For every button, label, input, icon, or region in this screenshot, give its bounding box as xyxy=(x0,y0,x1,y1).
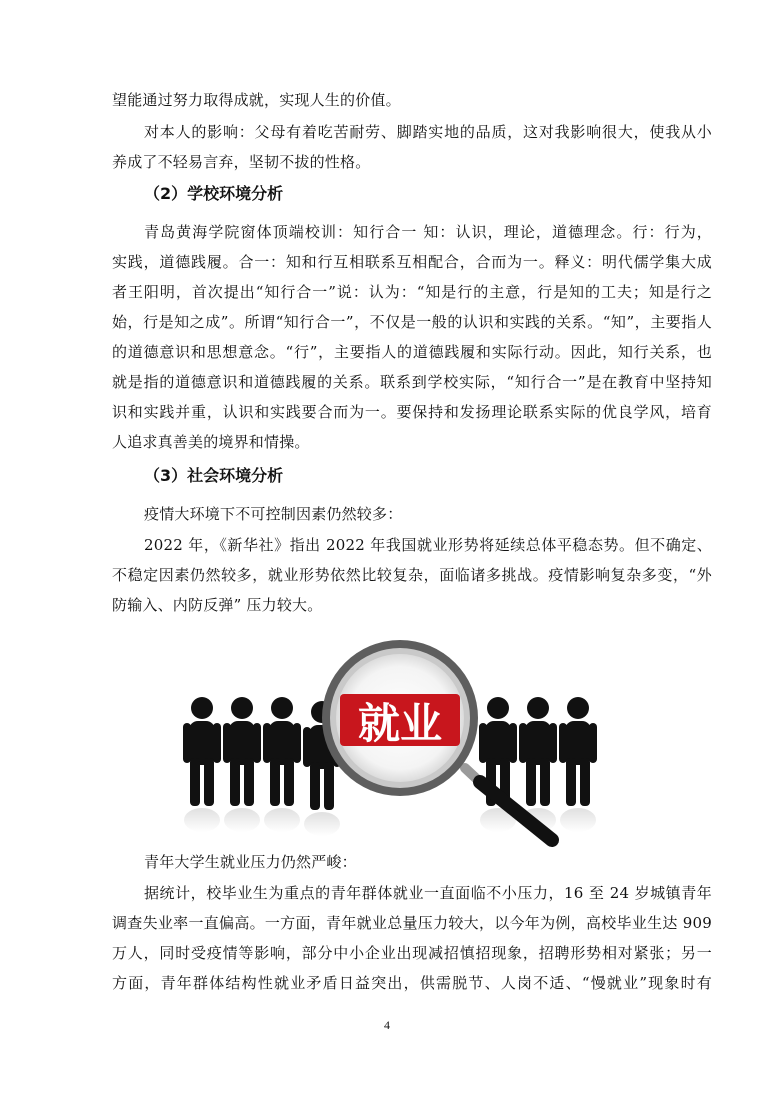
text-line: 者王阳明，首次提出“知行合一”说：认为：“知是行的主意，行是知的工夫；知是行之 xyxy=(112,283,712,301)
text-line: 青岛黄海学院窗体顶端校训：知行合一 知：认识，理论，道德理念。行：行为， xyxy=(144,223,712,241)
page-number: 4 xyxy=(384,1018,390,1032)
text-line: 识和实践并重，认识和实践要合而为一。要保持和发扬理论联系实际的优良学风，培育 xyxy=(112,403,712,421)
employment-illustration xyxy=(180,640,600,850)
text-line: 青年大学生就业压力仍然严峻： xyxy=(144,853,357,871)
text-line: 据统计，校毕业生为重点的青年群体就业一直面临不小压力，16 至 24 岁城镇青年 xyxy=(144,884,712,902)
text-line: 2022 年，《新华社》指出 2022 年我国就业形势将延续总体平稳态势。但不确定、 xyxy=(144,536,712,554)
text-line: 的道德意识和思想意念。“行”，主要指人的道德践履和实际行动。因此，知行关系，也 xyxy=(112,343,712,361)
section-heading-society: （3）社会环境分析 xyxy=(144,466,284,485)
text-line: 调查失业率一直偏高。一方面，青年就业总量压力较大，以今年为例，高校毕业生达 909 xyxy=(112,914,712,932)
text-line: 始，行是知之成”。所谓“知行合一”，不仅是一般的认识和实践的关系。“知”，主要指人 xyxy=(112,313,712,331)
text-line: 不稳定因素仍然较多，就业形势依然比较复杂，面临诸多挑战。疫情影响复杂多变，“外 xyxy=(112,566,712,584)
section-heading-school: （2）学校环境分析 xyxy=(144,184,284,203)
text-line: 望能通过努力取得成就，实现人生的价值。 xyxy=(112,91,401,109)
text-line: 对本人的影响：父母有着吃苦耐劳、脚踏实地的品质，这对我影响很大，使我从小 xyxy=(144,123,712,141)
text-line: 疫情大环境下不可控制因素仍然较多： xyxy=(144,505,403,523)
text-line: 方面，青年群体结构性就业矛盾日益突出，供需脱节、人岗不适、“慢就业”现象时有 xyxy=(112,974,712,992)
text-line: 就是指的道德意识和道德践履的关系。联系到学校实际，“知行合一”是在教育中坚持知 xyxy=(112,373,712,391)
text-line: 人追求真善美的境界和情操。 xyxy=(112,433,310,451)
text-line: 养成了不轻易言弃，坚韧不拔的性格。 xyxy=(112,153,371,171)
text-line: 实践，道德践履。合一：知和行互相联系互相配合，合而为一。释义：明代儒学集大成 xyxy=(112,253,712,271)
employment-label: 就业 xyxy=(357,699,443,748)
magnifier-icon xyxy=(322,640,478,796)
text-line: 万人，同时受疫情等影响，部分中小企业出现减招慎招现象，招聘形势相对紧张；另一 xyxy=(112,944,712,962)
text-line: 防输入、内防反弹” 压力较大。 xyxy=(112,596,323,614)
